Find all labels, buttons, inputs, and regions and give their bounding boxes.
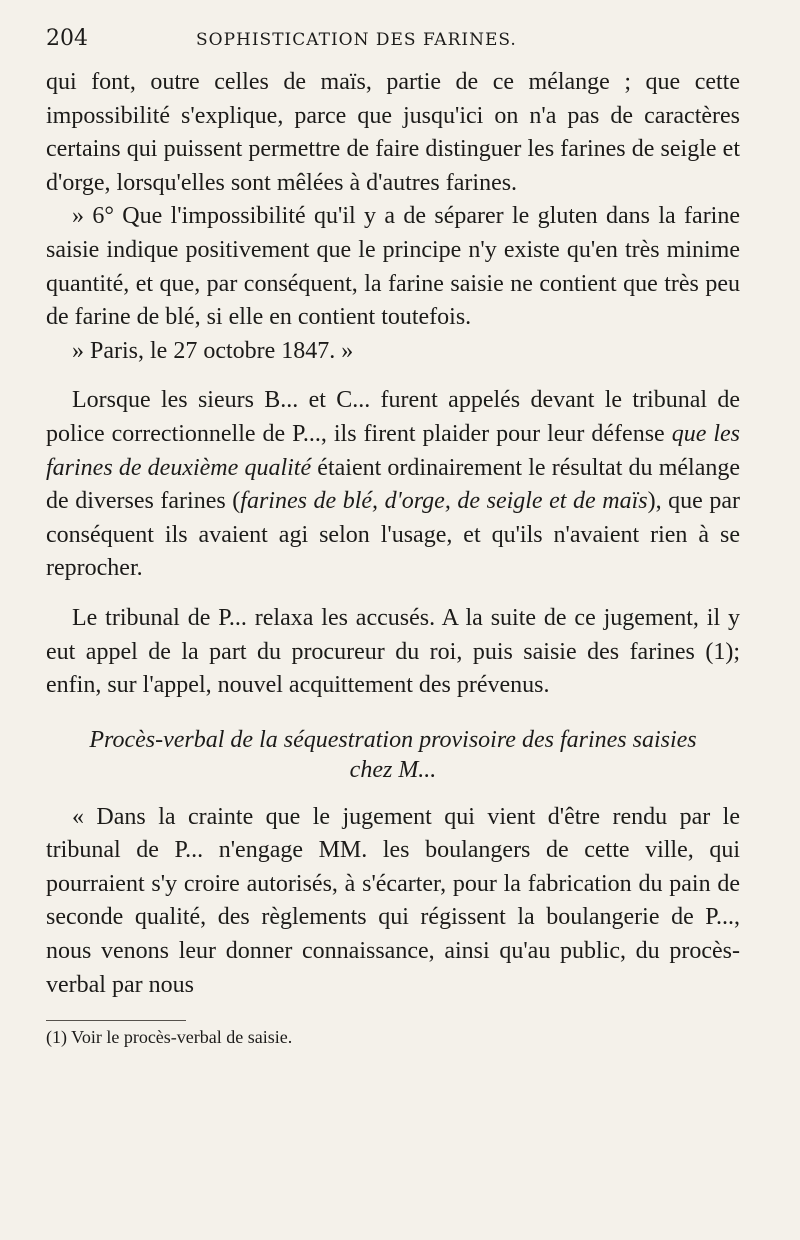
paragraph-6: « Dans la crainte que le jugement qui vient d'être rendu par le tribunal de P... n'engage MM. les boulangers de cette ville, qui pourraient s'y croire autorisés, à s'écarter, pour la fabrication du pain de seconde qualité, des règlements qui régissent la boulangerie de P..., nous venons leur donner connaissance, ainsi qu'au public, du procès-verbal par nous <box>46 803 740 998</box>
section-heading-line-2: chez M... <box>349 756 437 783</box>
running-title: SOPHISTICATION DES FARINES. <box>196 30 517 50</box>
paragraph-4-before: Lorsque les sieurs B... et C... furent appelés devant le tribunal de police correctionnelle de P..., ils firent plaider pour leur défense <box>46 387 740 447</box>
paragraph-4-italic-2: farines de blé, d'orge, de seigle et de maïs <box>240 488 648 515</box>
footnote-divider <box>46 1020 186 1021</box>
paragraph-5: Le tribunal de P... relaxa les accusés. A la suite de ce jugement, il y eut appel de la part du procureur du roi, puis saisie des farines (1); enfin, sur l'appel, nouvel acquittement des prévenus. <box>46 604 740 699</box>
page-number: 204 <box>46 26 88 51</box>
paragraph-1: qui font, outre celles de maïs, partie de ce mélange ; que cette impossibilité s'explique, parce que jusqu'ici on n'a pas de caractères certains qui puissent permettre de faire distinguer les farines de seigle et d'orge, lorsqu'elles sont mêlées à d'autres farines. <box>46 69 740 196</box>
section-heading-line-1: Procès-verbal de la séquestration provisoire des farines saisies <box>89 726 697 753</box>
paragraph-4-middle: étaient ordinairement le résultat du mélange de diverses farines ( <box>46 454 741 515</box>
paragraph-4 <box>46 384 740 586</box>
body-text <box>46 66 740 1002</box>
paragraph-date: » Paris, le 27 octobre 1847. » <box>72 337 354 364</box>
footnote: (1) Voir le procès-verbal de saisie. <box>46 1027 293 1048</box>
paragraph-4-after: ), que par conséquent ils avaient agi selon l'usage, et qu'ils n'avaient rien à se reprocher. <box>46 488 741 582</box>
paragraph-2: » 6° Que l'impossibilité qu'il y a de séparer le gluten dans la farine saisie indique positivement que le principe n'y existe qu'en très minime quantité, et que, par conséquent, la farine saisie ne contient que très peu de farine de blé, si elle en contient toutefois. <box>46 203 740 331</box>
page-header <box>46 26 740 66</box>
paragraph-4-italic-1: que les farines de deuxième qualité <box>46 420 741 481</box>
